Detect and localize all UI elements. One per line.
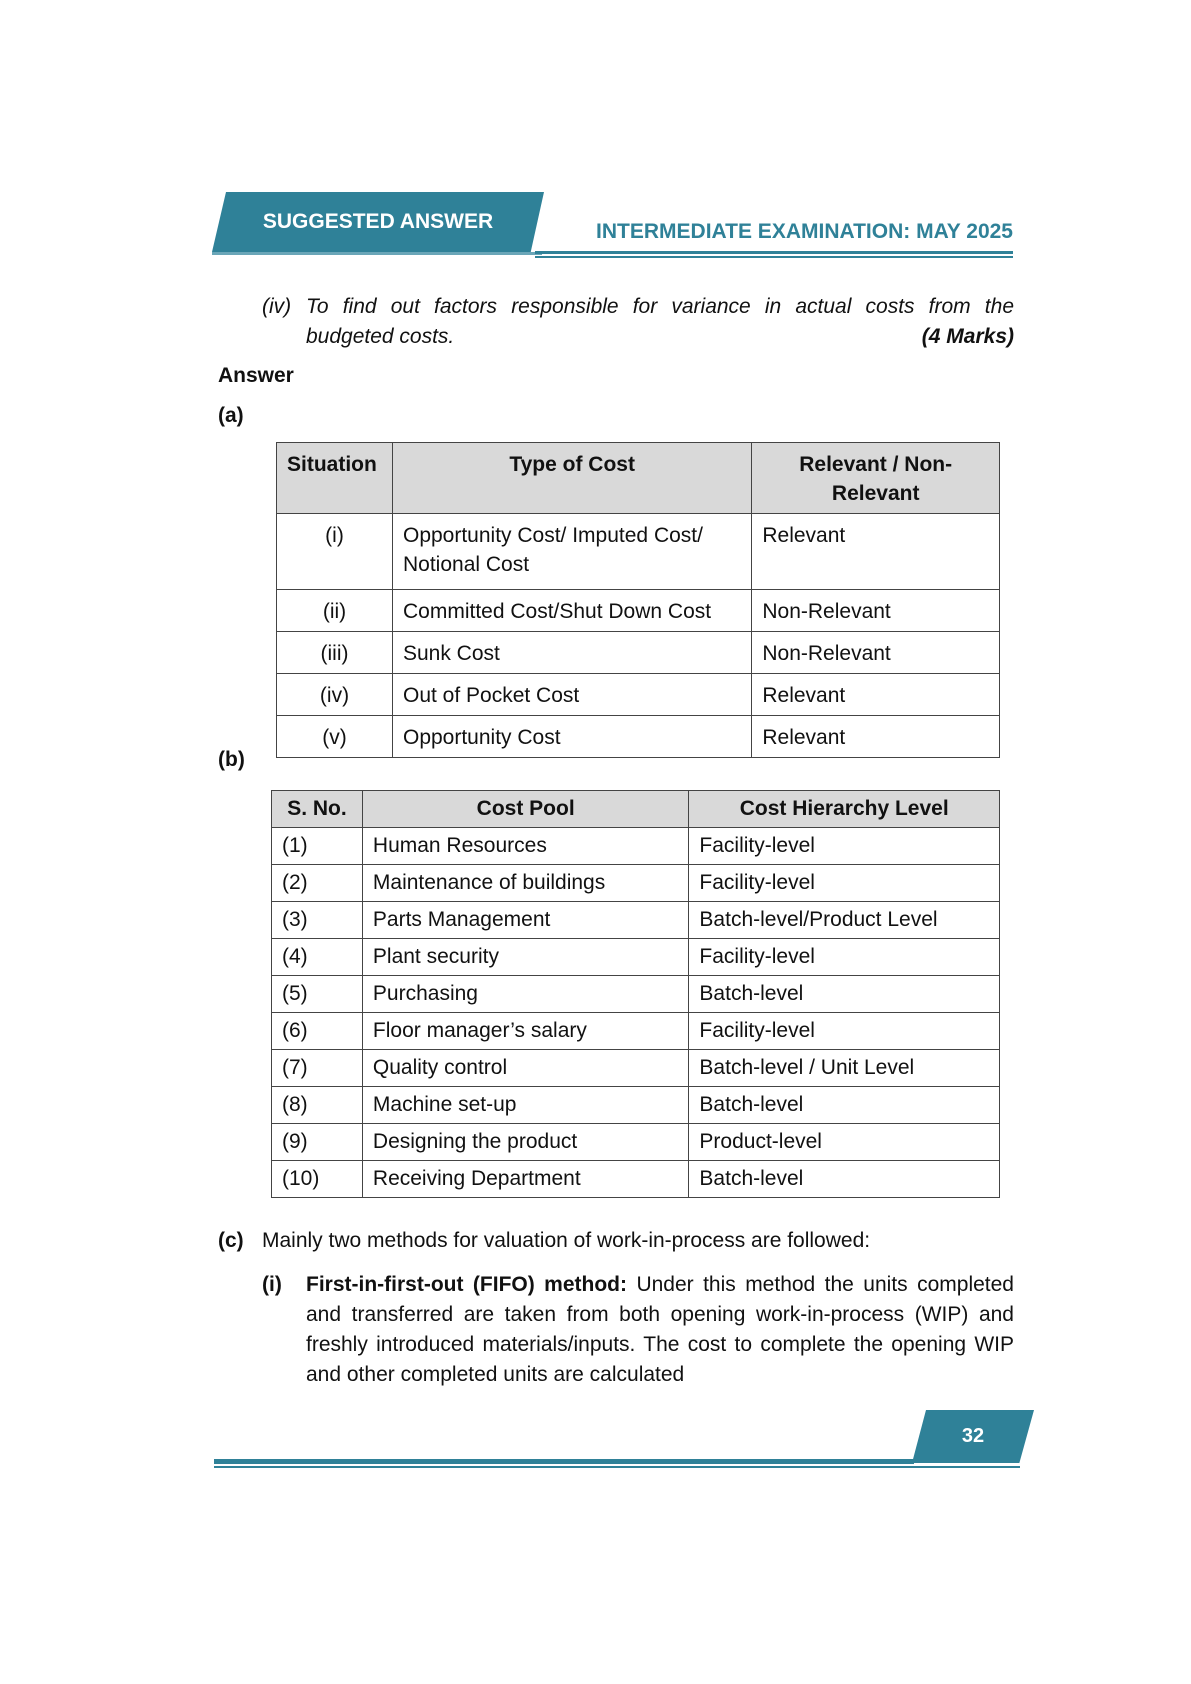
- table-row: [277, 632, 1000, 674]
- cell-relevance: Relevant: [752, 514, 1000, 590]
- cell-sno: (4): [272, 939, 363, 976]
- question-text-line1: To find out factors responsible for variance in actual costs from the: [306, 295, 1014, 318]
- cell-cost-pool: Plant security: [362, 939, 689, 976]
- table-row: [272, 939, 1000, 976]
- cell-cost-pool: Machine set-up: [362, 1087, 689, 1124]
- cell-relevance: Relevant: [752, 716, 1000, 758]
- cell-level: Batch-level: [689, 976, 1000, 1013]
- item-text: Under this method the units completed and transferred are taken from both opening work-in-process (WIP) and freshly introduced materials/inputs. The cost to complete the opening WIP and other completed units are calculated: [306, 1273, 1014, 1386]
- question-marks: (4 Marks): [921, 325, 1014, 348]
- cell-cost-pool: Quality control: [362, 1050, 689, 1087]
- column-header-sno: S. No.: [272, 791, 363, 828]
- column-header-hierarchy-level: Cost Hierarchy Level: [689, 791, 1000, 828]
- header-tab-label: SUGGESTED ANSWER: [262, 210, 494, 233]
- cell-level: Facility-level: [689, 1013, 1000, 1050]
- cell-level: Batch-level: [689, 1087, 1000, 1124]
- cell-level: Batch-level: [689, 1161, 1000, 1198]
- question-number: (iv): [262, 295, 292, 318]
- part-a-label: (a): [218, 404, 244, 427]
- part-c: [218, 1229, 870, 1253]
- table-row: [272, 1087, 1000, 1124]
- relevance-table: [276, 442, 1000, 758]
- footer-rule-thin: [214, 1466, 1020, 1468]
- question-text-line2: budgeted costs.: [306, 325, 455, 348]
- cell-situation: (i): [277, 514, 393, 590]
- table-row: [277, 716, 1000, 758]
- cell-sno: (9): [272, 1124, 363, 1161]
- table-row: [272, 1013, 1000, 1050]
- cell-sno: (6): [272, 1013, 363, 1050]
- cell-cost-pool: Parts Management: [362, 902, 689, 939]
- item-number: (i): [262, 1273, 282, 1296]
- cell-cost-pool: Human Resources: [362, 828, 689, 865]
- cell-sno: (5): [272, 976, 363, 1013]
- cell-sno: (7): [272, 1050, 363, 1087]
- table-header-row: [272, 791, 1000, 828]
- table-row: [272, 1050, 1000, 1087]
- cell-cost-pool: Floor manager’s salary: [362, 1013, 689, 1050]
- cell-type: Opportunity Cost: [392, 716, 751, 758]
- cell-level: Facility-level: [689, 828, 1000, 865]
- table-row: [272, 1161, 1000, 1198]
- part-c-label: (c): [218, 1229, 244, 1252]
- item-title: First-in-first-out (FIFO) method:: [306, 1273, 627, 1296]
- page-number: 32: [961, 1425, 985, 1447]
- cell-cost-pool: Receiving Department: [362, 1161, 689, 1198]
- part-c-intro: Mainly two methods for valuation of work-in-process are followed:: [262, 1229, 871, 1252]
- table-row: [272, 976, 1000, 1013]
- cell-cost-pool: Purchasing: [362, 976, 689, 1013]
- cell-cost-pool: Maintenance of buildings: [362, 865, 689, 902]
- cell-situation: (ii): [277, 590, 393, 632]
- table-row: [272, 865, 1000, 902]
- part-b-label: (b): [218, 748, 245, 771]
- cell-cost-pool: Designing the product: [362, 1124, 689, 1161]
- header-rule: [535, 251, 1013, 254]
- cell-level: Batch-level / Unit Level: [689, 1050, 1000, 1087]
- cell-situation: (iv): [277, 674, 393, 716]
- cell-sno: (3): [272, 902, 363, 939]
- column-header-cost-pool: Cost Pool: [362, 791, 689, 828]
- table-row: [272, 902, 1000, 939]
- cell-sno: (1): [272, 828, 363, 865]
- cell-sno: (2): [272, 865, 363, 902]
- table-row: [272, 1124, 1000, 1161]
- cell-level: Facility-level: [689, 939, 1000, 976]
- cell-sno: (8): [272, 1087, 363, 1124]
- cell-relevance: Relevant: [752, 674, 1000, 716]
- header-rule-thin: [535, 256, 1013, 258]
- cell-situation: (v): [277, 716, 393, 758]
- table-row: [277, 514, 1000, 590]
- cell-type: Committed Cost/Shut Down Cost: [392, 590, 751, 632]
- column-header-type-of-cost: Type of Cost: [392, 443, 751, 514]
- column-header-situation: Situation: [277, 443, 393, 514]
- table-row: [277, 590, 1000, 632]
- cell-type: Sunk Cost: [392, 632, 751, 674]
- cell-relevance: Non-Relevant: [752, 590, 1000, 632]
- cell-type: Out of Pocket Cost: [392, 674, 751, 716]
- cell-type: Opportunity Cost/ Imputed Cost/ Notional Cost: [392, 514, 751, 590]
- cell-sno: (10): [272, 1161, 363, 1198]
- question-iv: [262, 292, 1014, 352]
- cell-level: Product-level: [689, 1124, 1000, 1161]
- cell-relevance: Non-Relevant: [752, 632, 1000, 674]
- header-title: INTERMEDIATE EXAMINATION: MAY 2025: [596, 220, 1013, 243]
- column-header-relevance: Relevant / Non-Relevant: [752, 443, 1000, 514]
- table-row: [272, 828, 1000, 865]
- table-header-row: [277, 443, 1000, 514]
- cell-level: Batch-level/Product Level: [689, 902, 1000, 939]
- item-paragraph: [306, 1270, 1014, 1390]
- header-tab-underline: [212, 252, 542, 255]
- answer-heading: Answer: [218, 364, 294, 387]
- footer-rule: [214, 1459, 914, 1464]
- part-c-item-i: [262, 1270, 1014, 1390]
- cell-level: Facility-level: [689, 865, 1000, 902]
- cell-situation: (iii): [277, 632, 393, 674]
- cost-hierarchy-table: [271, 790, 1000, 1198]
- table-row: [277, 674, 1000, 716]
